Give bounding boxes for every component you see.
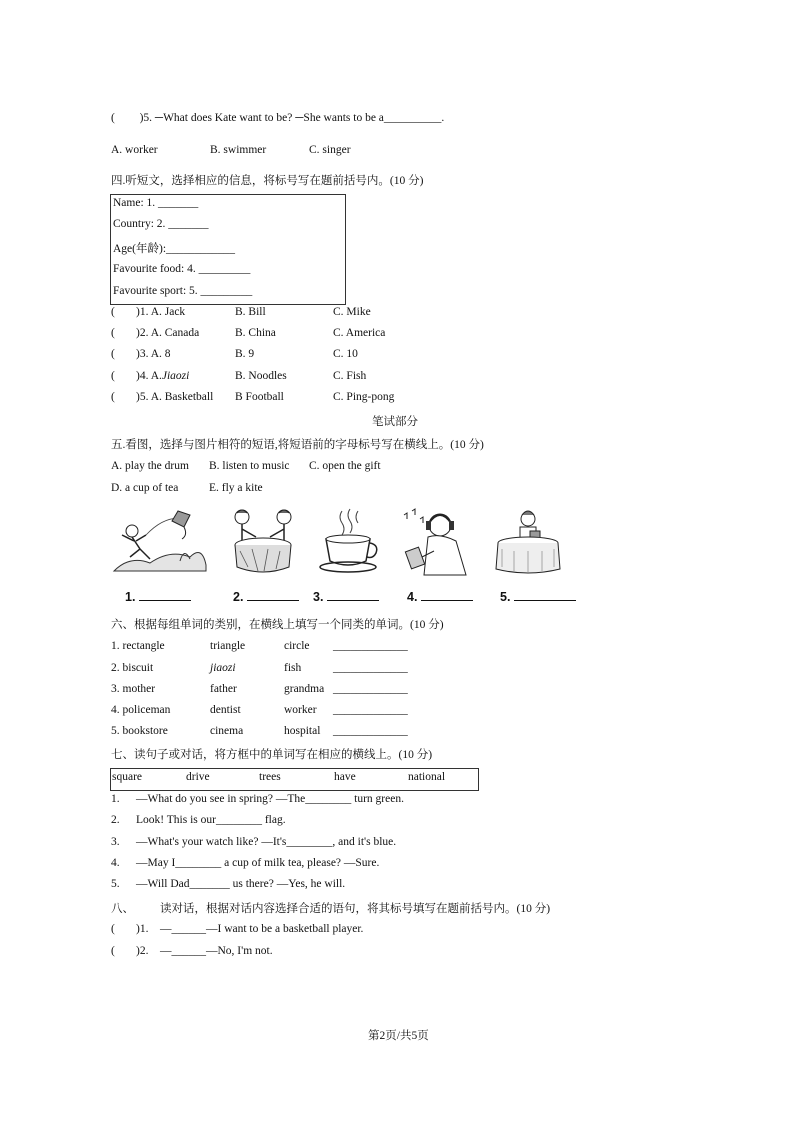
q4-5-a: )5. A. Basketball bbox=[136, 391, 214, 403]
q4-3-a: )3. A. 8 bbox=[136, 348, 171, 360]
word-bank-3: trees bbox=[259, 771, 281, 783]
phrase-c: C. open the gift bbox=[309, 460, 381, 472]
q5-option-c: C. singer bbox=[309, 144, 351, 156]
q4-5-b: B Football bbox=[235, 391, 284, 403]
answer-blank-3[interactable] bbox=[327, 588, 379, 601]
q5-option-a: A. worker bbox=[111, 144, 158, 156]
word-2-blank[interactable]: _____________ bbox=[333, 662, 408, 674]
word-1-2: triangle bbox=[210, 640, 246, 652]
q4-4-c: C. Fish bbox=[333, 370, 367, 382]
word-5-3: hospital bbox=[284, 725, 321, 737]
word-4-2: dentist bbox=[210, 704, 241, 716]
s8-item-1-text: —______—I want to be a basketball player. bbox=[160, 923, 364, 935]
phrase-d: D. a cup of tea bbox=[111, 482, 179, 494]
q5-stem: )5. ─What does Kate want to be? ─She wants to be a__________. bbox=[139, 112, 445, 124]
picture-4-answer: 4. bbox=[407, 588, 473, 604]
kite-flying-child-picture bbox=[110, 505, 210, 577]
q4-2-c: C. America bbox=[333, 327, 386, 339]
word-2-1: 2. biscuit bbox=[111, 662, 154, 674]
q5-stem-line bbox=[111, 112, 444, 124]
q4-4-b: B. Noodles bbox=[235, 370, 287, 382]
written-part-heading: 笔试部分 bbox=[372, 416, 418, 428]
info-age: Age(年龄):____________ bbox=[113, 243, 236, 255]
phrase-e: E. fly a kite bbox=[209, 482, 263, 494]
q4-5-paren: ( bbox=[111, 391, 115, 403]
q5-option-b: B. swimmer bbox=[210, 144, 267, 156]
word-2-3: fish bbox=[284, 662, 302, 674]
section6-title: 六、根据每组单词的类别，在横线上填写一个同类的单词。(10 分) bbox=[111, 619, 444, 631]
word-3-1: 3. mother bbox=[111, 683, 156, 695]
q4-4-a: )4. A.Jiaozi bbox=[136, 370, 190, 382]
word-4-1: 4. policeman bbox=[111, 704, 171, 716]
s7-item-4-text: —May I________ a cup of milk tea, please? —Sure. bbox=[136, 857, 380, 869]
info-food: Favourite food: 4. _________ bbox=[113, 263, 251, 275]
s8-item-1-paren: ( bbox=[111, 923, 115, 935]
picture-2-answer: 2. bbox=[233, 588, 299, 604]
answer-blank-5[interactable] bbox=[514, 588, 576, 601]
child-with-gift-picture bbox=[492, 505, 564, 577]
section8-title-num: 八、 bbox=[111, 903, 134, 915]
q5-paren: ( bbox=[111, 112, 115, 124]
s8-item-2-text: —______—No, I'm not. bbox=[160, 945, 273, 957]
teacup-picture bbox=[318, 505, 380, 577]
word-3-blank[interactable]: _____________ bbox=[333, 683, 408, 695]
word-1-1: 1. rectangle bbox=[111, 640, 165, 652]
word-2-2: jiaozi bbox=[210, 662, 236, 674]
word-bank-5: national bbox=[408, 771, 446, 783]
section4-title: 四.听短文，选择相应的信息，将标号写在题前括号内。(10 分) bbox=[111, 175, 424, 187]
s7-item-3-num: 3. bbox=[111, 836, 120, 848]
q4-3-b: B. 9 bbox=[235, 348, 255, 360]
q4-2-paren: ( bbox=[111, 327, 115, 339]
word-bank-1: square bbox=[112, 771, 143, 783]
section8-title: 读对话，根据对话内容选择合适的语句，将其标号填写在题前括号内。(10 分) bbox=[160, 903, 551, 915]
q4-1-paren: ( bbox=[111, 306, 115, 318]
s8-item-1-num: )1. bbox=[136, 923, 149, 935]
s7-item-1-text: —What do you see in spring? —The________ turn green. bbox=[136, 793, 404, 805]
answer-blank-1[interactable] bbox=[139, 588, 191, 601]
word-3-2: father bbox=[210, 683, 237, 695]
answer-blank-2[interactable] bbox=[247, 588, 299, 601]
phrase-a: A. play the drum bbox=[111, 460, 189, 472]
q4-5-c: C. Ping-pong bbox=[333, 391, 395, 403]
boy-with-headphones-picture bbox=[400, 505, 472, 577]
picture-5-answer: 5. bbox=[500, 588, 576, 604]
children-with-drum-picture bbox=[228, 505, 298, 577]
q4-2-a: )2. A. Canada bbox=[136, 327, 200, 339]
s7-item-5-num: 5. bbox=[111, 878, 120, 890]
word-bank-4: have bbox=[334, 771, 356, 783]
s7-item-2-text: Look! This is our________ flag. bbox=[136, 814, 286, 826]
s7-item-4-num: 4. bbox=[111, 857, 120, 869]
word-5-1: 5. bookstore bbox=[111, 725, 168, 737]
q4-1-a: )1. A. Jack bbox=[136, 306, 186, 318]
picture-1-answer: 1. bbox=[125, 588, 191, 604]
s8-item-2-paren: ( bbox=[111, 945, 115, 957]
info-name: Name: 1. _______ bbox=[113, 197, 199, 209]
word-4-3: worker bbox=[284, 704, 317, 716]
info-sport: Favourite sport: 5. _________ bbox=[113, 285, 253, 297]
page-footer: 第2页/共5页 bbox=[368, 1030, 429, 1042]
word-1-blank[interactable]: _____________ bbox=[333, 640, 408, 652]
s7-item-5-text: —Will Dad_______ us there? —Yes, he will. bbox=[136, 878, 346, 890]
q4-3-paren: ( bbox=[111, 348, 115, 360]
info-country: Country: 2. _______ bbox=[113, 218, 209, 230]
q4-4-paren: ( bbox=[111, 370, 115, 382]
word-5-2: cinema bbox=[210, 725, 244, 737]
word-1-3: circle bbox=[284, 640, 310, 652]
q4-3-c: C. 10 bbox=[333, 348, 358, 360]
s7-item-1-num: 1. bbox=[111, 793, 120, 805]
word-5-blank[interactable]: _____________ bbox=[333, 725, 408, 737]
q4-1-c: C. Mike bbox=[333, 306, 371, 318]
q4-1-b: B. Bill bbox=[235, 306, 266, 318]
phrase-b: B. listen to music bbox=[209, 460, 290, 472]
s7-item-3-text: —What's your watch like? —It's________, and it's blue. bbox=[136, 836, 397, 848]
word-bank-2: drive bbox=[186, 771, 210, 783]
section7-title: 七、读句子或对话，将方框中的单词写在相应的横线上。(10 分) bbox=[111, 749, 433, 761]
word-3-3: grandma bbox=[284, 683, 325, 695]
section5-title: 五.看图，选择与图片相符的短语,将短语前的字母标号写在横线上。(10 分) bbox=[111, 439, 484, 451]
s8-item-2-num: )2. bbox=[136, 945, 149, 957]
s7-item-2-num: 2. bbox=[111, 814, 120, 826]
word-4-blank[interactable]: _____________ bbox=[333, 704, 408, 716]
picture-3-answer: 3. bbox=[313, 588, 379, 604]
answer-blank-4[interactable] bbox=[421, 588, 473, 601]
q4-2-b: B. China bbox=[235, 327, 276, 339]
